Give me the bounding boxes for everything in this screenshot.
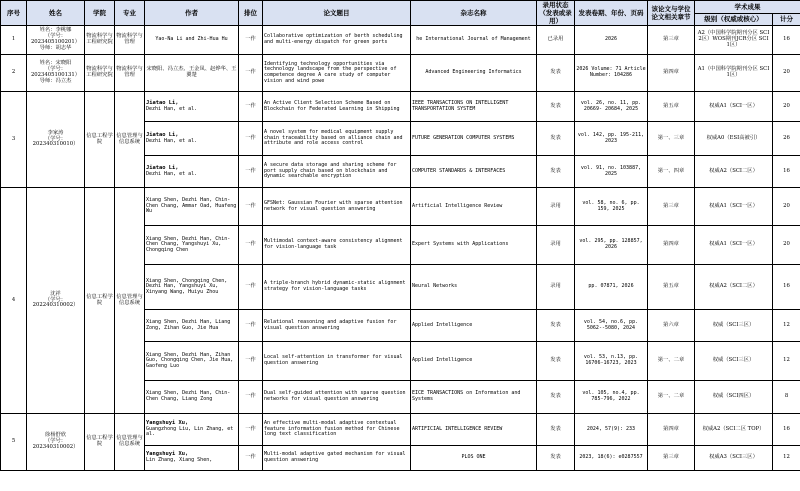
cell-authors: 宋晓阳、冯立杰、王金凤、赵烨华、王翼楚	[145, 55, 239, 92]
cell-journal: ARTIFICIAL INTELLIGENCE REVIEW	[411, 414, 537, 446]
cell-authors: Xiang Shen, Chongqing Chen, Dezhi Han, Yangshuyi Xu, Xinyang Wang, Huiyu Zhou	[145, 265, 239, 310]
cell-name: 李家涛 （学号： 202340310010）	[27, 92, 85, 188]
cell-title: Multimodal context-aware consistency alignment for vision-language task	[263, 226, 411, 265]
cell-level: 权威A0（ESI高被引）	[695, 122, 773, 156]
cell-name: 沈祥 （学号： 202240310002）	[27, 188, 85, 414]
cell-title: A triple-branch hybrid dynamic-static alignment strategy for vision-language tasks	[263, 265, 411, 310]
cell-journal: he International Journal of Management	[411, 26, 537, 55]
cell-rank: 一作	[239, 122, 263, 156]
cell-major: 信息管理与信息系统	[115, 414, 145, 471]
table-row	[1, 26, 800, 55]
header-rank: 排位	[239, 1, 263, 26]
cell-rank: 一作	[239, 26, 263, 55]
cell-status: 发表	[537, 156, 575, 188]
cell-title: An effective multi-modal adaptive contextual feature information fusion method for Chinese long text classification	[263, 414, 411, 446]
cell-score: 26	[773, 122, 800, 156]
cell-year-vol: vol. 54, no.6, pp. 5062--5080, 2024	[575, 310, 648, 342]
cell-chapter: 第三章	[648, 446, 695, 471]
cell-level: 权威（SCI三区）	[695, 342, 773, 381]
header-score: 计分	[773, 13, 800, 26]
cell-level: 权威A2（SCI二区 TOP）	[695, 414, 773, 446]
cell-level: A1（中国科学院期刊分区 SCI 1区）	[695, 55, 773, 92]
cell-year-vol: vol. 91, no. 103887, 2025	[575, 156, 648, 188]
cell-index: 4	[1, 188, 27, 414]
header-index: 序号	[1, 1, 27, 26]
cell-chapter: 第四章	[648, 226, 695, 265]
cell-title: A novel system for medical equipment supply chain traceability based on alliance chain and attribute and role access control	[263, 122, 411, 156]
cell-major: 物流科学与管理	[115, 55, 145, 92]
cell-rank: 一作	[239, 188, 263, 226]
cell-year-vol: 2023, 18(6): e0287557	[575, 446, 648, 471]
cell-status: 录用	[537, 265, 575, 310]
cell-score: 20	[773, 188, 800, 226]
cell-journal: Advanced Engineering Informatics	[411, 55, 537, 92]
cell-status: 发表	[537, 122, 575, 156]
cell-chapter: 第四章	[648, 55, 695, 92]
table-row	[1, 414, 800, 446]
cell-level: 权威A1（SCI一区）	[695, 226, 773, 265]
cell-score: 12	[773, 446, 800, 471]
header-school: 学院	[85, 1, 115, 26]
cell-rank: 一作	[239, 414, 263, 446]
cell-level: 权威（SCI三区）	[695, 310, 773, 342]
cell-score: 16	[773, 26, 800, 55]
cell-journal: Expert Systems with Applications	[411, 226, 537, 265]
cell-rank: 一作	[239, 226, 263, 265]
cell-level: A2（中国科学院期刊分区 SCI 2区）WOS期刊JCR分区 SCI 1区）	[695, 26, 773, 55]
cell-name: 姓名：李桃娜 （学号： 2023405100201） 导师：胡志华	[27, 26, 85, 55]
cell-title: Identifying technology opportunities via technology landscape from the perspective of competence degree A care study of computer vision and wind powe	[263, 55, 411, 92]
cell-status: 录用	[537, 188, 575, 226]
cell-major: 信息管理与信息系统	[115, 92, 145, 188]
cell-chapter: 第一、三章	[648, 122, 695, 156]
cell-level: 权威A1（SCI一区）	[695, 92, 773, 122]
cell-chapter: 第三章	[648, 26, 695, 55]
header-level: 级别（权威或核心）	[695, 13, 773, 26]
cell-status: 发表	[537, 414, 575, 446]
cell-title: Collaborative optimization of berth scheduling and multi-energy dispatch for green ports	[263, 26, 411, 55]
cell-authors: Xiang Shen, Dezhi Han, Chin-Chen Chang, Liang Zong	[145, 381, 239, 414]
cell-authors: Jiatao Li, Dezhi Han, et al.	[145, 92, 239, 122]
cell-level: 权威A2（SCI二区）	[695, 156, 773, 188]
cell-authors: Jiatao Li, Dezhi Han, et al.	[145, 122, 239, 156]
cell-year-vol: vol. 53, n.13, pp. 16706-16723, 2023	[575, 342, 648, 381]
cell-level: 权威（SCI四区）	[695, 381, 773, 414]
cell-chapter: 第一、二章	[648, 381, 695, 414]
cell-authors: Xiang Shen, Dezhi Han, Chin-Chen Chang, Ammar Oad, Huafeng Wu	[145, 188, 239, 226]
cell-year-vol: vol. 105, no.4, pp. 785-796, 2022	[575, 381, 648, 414]
cell-score: 16	[773, 265, 800, 310]
cell-rank: 一作	[239, 381, 263, 414]
cell-journal: COMPUTER STANDARDS & INTERFACES	[411, 156, 537, 188]
header-title: 论文题目	[263, 1, 411, 26]
cell-journal: FUTURE GENERATION COMPUTER SYSTEMS	[411, 122, 537, 156]
cell-index: 3	[1, 92, 27, 188]
cell-index: 5	[1, 414, 27, 471]
cell-year-vol: vol. 142, pp. 195-211, 2023	[575, 122, 648, 156]
cell-rank: 一作	[239, 92, 263, 122]
cell-status: 发表	[537, 92, 575, 122]
cell-score: 20	[773, 92, 800, 122]
cell-journal: EICE TRANSACTIONS on Information and Systems	[411, 381, 537, 414]
cell-school: 物流科学与工程研究院	[85, 55, 115, 92]
header-year-vol: 发表卷期、年份、页码	[575, 1, 648, 26]
cell-chapter: 第一、二章	[648, 342, 695, 381]
table-row	[1, 92, 800, 122]
table-row	[1, 188, 800, 226]
cell-title: Local self-attention in transformer for visual question answering	[263, 342, 411, 381]
cell-status: 发表	[537, 310, 575, 342]
cell-year-vol: vol. 58, no. 6, pp. 159, 2025	[575, 188, 648, 226]
cell-chapter: 第五章	[648, 92, 695, 122]
cell-school: 信息工程学院	[85, 92, 115, 188]
cell-status: 发表	[537, 55, 575, 92]
cell-journal: Applied Intelligence	[411, 342, 537, 381]
cell-score: 20	[773, 226, 800, 265]
cell-year-vol: vol. 295, pp. 128857, 2026	[575, 226, 648, 265]
cell-score: 12	[773, 310, 800, 342]
cell-authors: Xiang Shen, Dezhi Han, Liang Zong, Zihan Guo, Jie Hua	[145, 310, 239, 342]
cell-year-vol: 2026	[575, 26, 648, 55]
cell-school: 信息工程学院	[85, 414, 115, 471]
cell-status: 发表	[537, 446, 575, 471]
cell-score: 8	[773, 381, 800, 414]
cell-index: 2	[1, 55, 27, 92]
cell-journal: Artificial Intelligence Review	[411, 188, 537, 226]
cell-rank: 一作	[239, 265, 263, 310]
cell-status: 发表	[537, 342, 575, 381]
cell-year-vol: vol. 26, no. 11, pp. 20669- 20684, 2025	[575, 92, 648, 122]
cell-journal: IEEE TRANSACTIONS ON INTELLIGENT TRANSPORTATION SYSTEM	[411, 92, 537, 122]
cell-title: A secure data storage and sharing scheme for port supply chain based on blockchain and dynamic searchable encryption	[263, 156, 411, 188]
cell-status: 录用	[537, 226, 575, 265]
header-academic: 学术成果	[695, 1, 800, 14]
cell-authors: Yao-Na Li and Zhi-Hua Hu	[145, 26, 239, 55]
cell-title: Relational reasoning and adaptive fusion for visual question answering	[263, 310, 411, 342]
cell-status: 已录用	[537, 26, 575, 55]
cell-score: 16	[773, 156, 800, 188]
cell-authors: Yangshuyi Xu, Guangzhong Liu, Lin Zhang, et al.	[145, 414, 239, 446]
cell-journal: Applied Intelligence	[411, 310, 537, 342]
header-chapter: 该论文与学位论文相关章节	[648, 1, 695, 26]
cell-school: 信息工程学院	[85, 188, 115, 414]
cell-chapter: 第三章	[648, 188, 695, 226]
cell-chapter: 第四章	[648, 414, 695, 446]
cell-status: 发表	[537, 381, 575, 414]
cell-level: 权威A1（SCI一区）	[695, 188, 773, 226]
header-authors: 作者	[145, 1, 239, 26]
cell-chapter: 第六章	[648, 310, 695, 342]
cell-journal: Neural Networks	[411, 265, 537, 310]
cell-authors: Xiang Shen, Dezhi Han, Chin-Chen Chang, Yangshuyi Xu, Chongqing Chen	[145, 226, 239, 265]
cell-score: 20	[773, 55, 800, 92]
cell-chapter: 第五章	[648, 265, 695, 310]
cell-authors: Yangshuyi Xu, Lin Zhang, Xiang Shen,	[145, 446, 239, 471]
cell-title: GFSNet: Gaussian Fourier with sparse attention network for visual question answering	[263, 188, 411, 226]
cell-journal: PLOS ONE	[411, 446, 537, 471]
table-row	[1, 55, 800, 92]
header-name: 姓名	[27, 1, 85, 26]
cell-school: 物流科学与工程研究院	[85, 26, 115, 55]
header-journal: 杂志名称	[411, 1, 537, 26]
cell-level: 权威A3（SCI三区）	[695, 446, 773, 471]
cell-year-vol: 2024, 57(9): 233	[575, 414, 648, 446]
cell-title: An Active Client Selection Scheme Based on Blockchain for Federated Learning in Shipping	[263, 92, 411, 122]
cell-authors: Xiang Shen, Dezhi Han, Zihan Guo, Chongqing Chen, Jie Hua, Gaofeng Luo	[145, 342, 239, 381]
cell-score: 16	[773, 414, 800, 446]
cell-title: Multi-modal adaptive gated mechanism for visual question answering	[263, 446, 411, 471]
cell-index: 1	[1, 26, 27, 55]
cell-name: 姓名：宋晓阳 （学号： 2023405100131） 导师：冯立杰	[27, 55, 85, 92]
cell-score: 12	[773, 342, 800, 381]
cell-rank: 一作	[239, 156, 263, 188]
cell-year-vol: pp. 07871, 2026	[575, 265, 648, 310]
cell-rank: 一作	[239, 55, 263, 92]
cell-rank: 一作	[239, 310, 263, 342]
header-major: 专业	[115, 1, 145, 26]
cell-title: Dual self-guided attention with sparse question networks for visual question answering	[263, 381, 411, 414]
cell-major: 物流科学与管理	[115, 26, 145, 55]
cell-major: 信息管理与信息系统	[115, 188, 145, 414]
cell-authors: Jiatao Li, Dezhi Han, et al.	[145, 156, 239, 188]
header-status: 录用状态（发表或录用）	[537, 1, 575, 26]
cell-year-vol: 2026 Volume: 71 Article Number: 104286	[575, 55, 648, 92]
cell-chapter: 第一、四章	[648, 156, 695, 188]
cell-rank: 一作	[239, 446, 263, 471]
cell-rank: 一作	[239, 342, 263, 381]
cell-name: 徐杨舒欣 （学号： 202340310002）	[27, 414, 85, 471]
cell-level: 权威A2（SCI二区）	[695, 265, 773, 310]
